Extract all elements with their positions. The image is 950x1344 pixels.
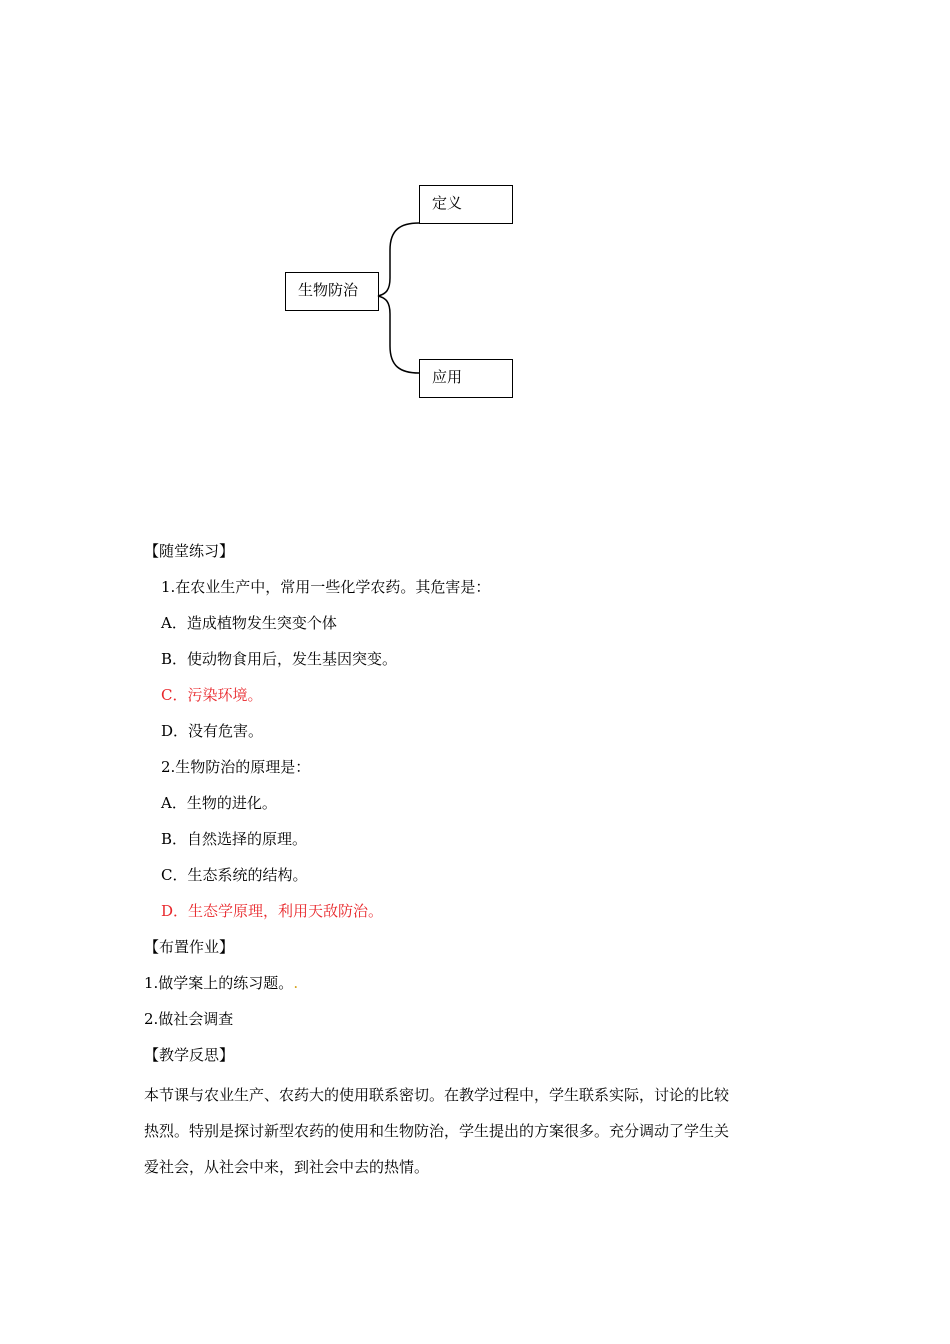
q1-option-c-answer: C．污染环境。 [161,686,263,704]
reflection-line-3: 爱社会，从社会中来，到社会中去的热情。 [144,1158,430,1176]
reflection-heading: 【教学反思】 [144,1046,235,1064]
homework-item-1-text: 1.做学案上的练习题。 [144,974,294,992]
diagram-box-root [285,272,379,311]
q1-option-b: B．使动物食用后，发生基因突变。 [161,650,398,668]
diagram-label-definition: 定义 [432,194,463,212]
q2-option-a: A．生物的进化。 [161,794,277,812]
brace-connector [376,222,420,374]
diagram-label-application: 应用 [432,368,463,386]
reflection-line-2: 热烈。特别是探讨新型农药的使用和生物防治，学生提出的方案很多。充分调动了学生关 [144,1122,730,1140]
q1-option-d: D．没有危害。 [161,722,264,740]
diagram-box-top [419,185,513,224]
reflection-paragraph [144,1077,824,1185]
q1-stem: 1.在农业生产中，常用一些化学农药。其危害是： [161,578,491,596]
exercise-heading: 【随堂练习】 [144,542,235,560]
homework-heading: 【布置作业】 [144,938,235,956]
homework-item-1 [144,973,298,993]
q2-option-d-answer: D．生态学原理，利用天敌防治。 [161,902,384,920]
homework-item-2: 2.做社会调查 [144,1010,234,1028]
q2-option-b: B．自然选择的原理。 [161,830,308,848]
homework-item-1-mark: . [293,974,299,992]
diagram-label-root: 生物防治 [298,281,359,299]
reflection-line-1: 本节课与农业生产、农药大的使用联系密切。在教学过程中，学生联系实际，讨论的比较 [144,1086,730,1104]
q1-option-a: A．造成植物发生突变个体 [161,614,337,632]
diagram-box-bottom [419,359,513,398]
q2-option-c: C．生态系统的结构。 [161,866,308,884]
q2-stem: 2.生物防治的原理是： [161,758,311,776]
